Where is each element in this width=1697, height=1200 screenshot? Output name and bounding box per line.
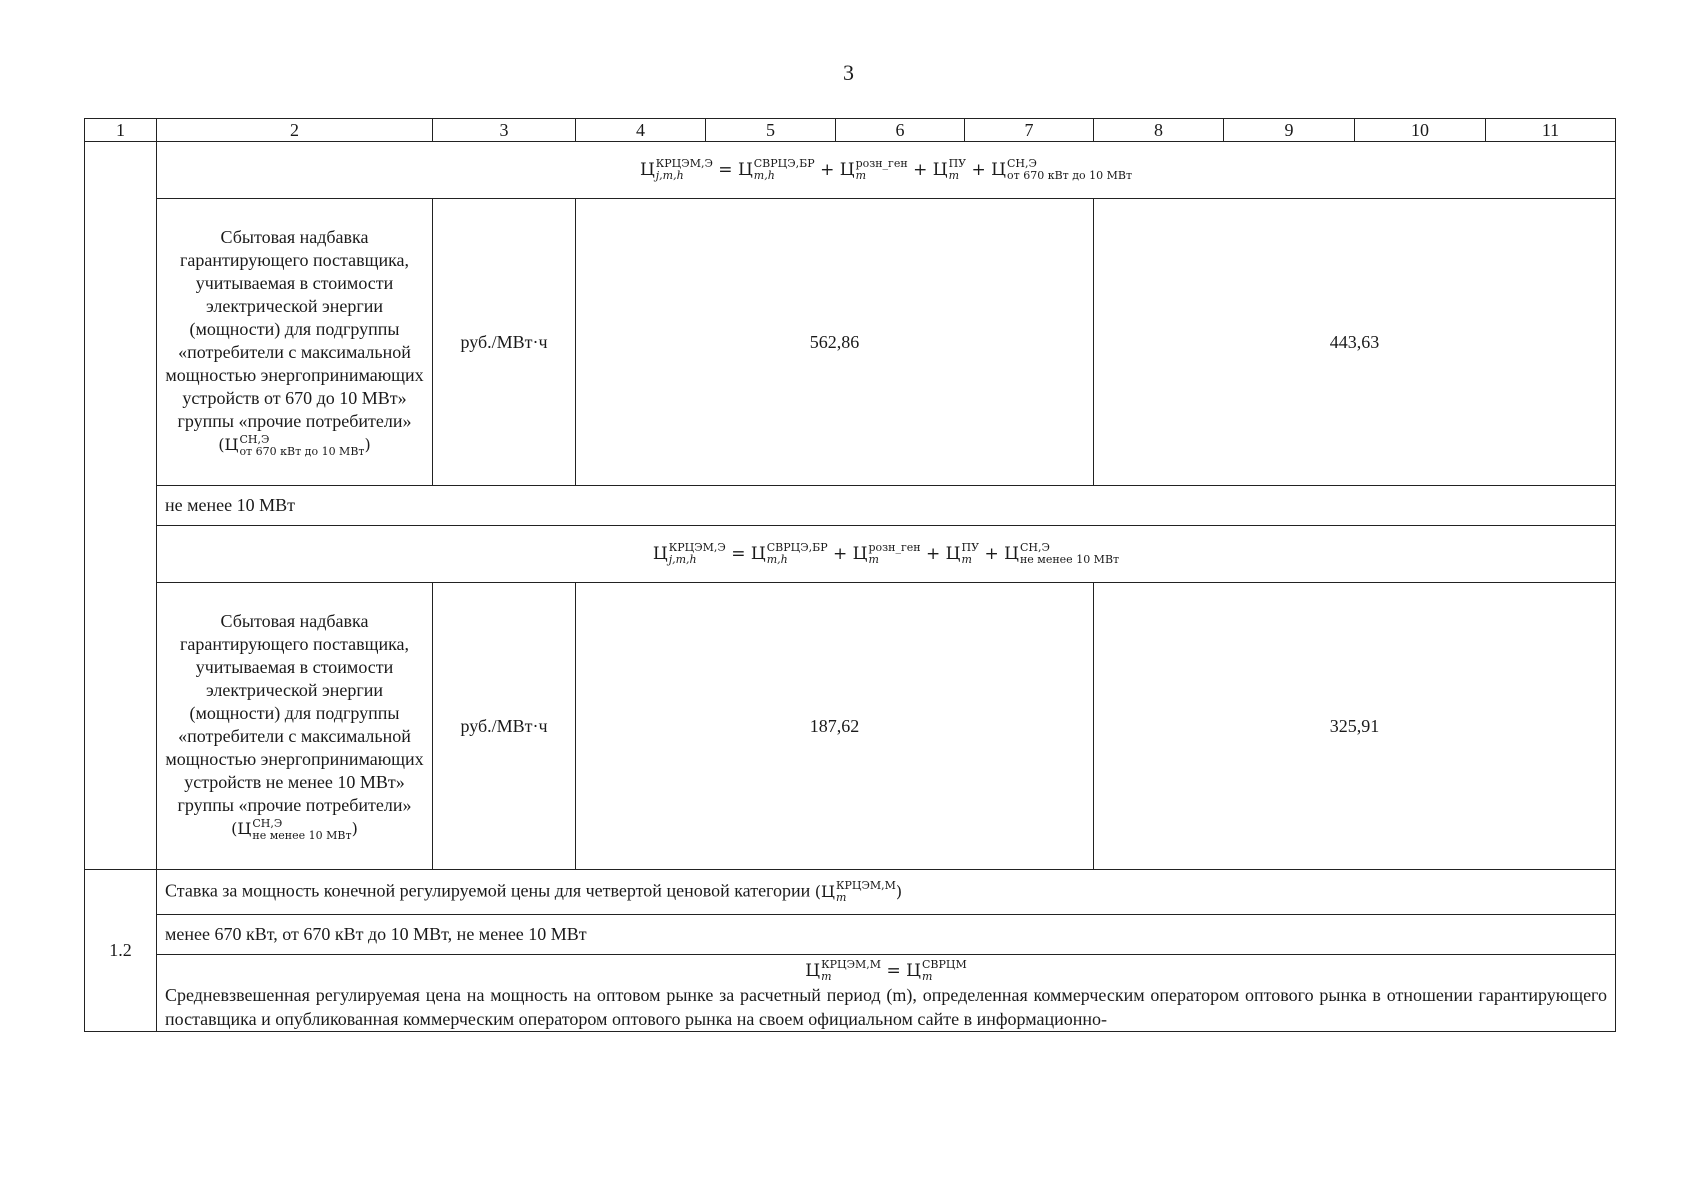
value-cell: 443,63 [1094, 199, 1616, 486]
section-title: Ставка за мощность конечной регулируемой цены для четвертой ценовой категории (Ц КРЦЭМ,М m ) [157, 870, 1616, 915]
section-title-symbol: (Ц КРЦЭМ,М m ) [814, 879, 903, 904]
surcharge-description: Сбытовая надбавка гарантирующего поставщика, учитываемая в стоимости электрической энергии (мощности) для подгруппы «потребители с максимальной мощностью энергопринимающих устройств не менее 10 МВт» группы «прочие потребители» (Ц СН,Э не менее 10 МВт ) [157, 583, 433, 870]
tariff-table [84, 118, 1616, 1032]
section-number-cell-empty [85, 142, 157, 870]
formula-row-670kw-10mw [85, 142, 1616, 199]
price-formula: Ц КРЦЭМ,М m = Ц СВРЦМ m [805, 958, 967, 983]
page-number: 3 [843, 60, 854, 85]
section-1-2-formula-row [85, 955, 1616, 1032]
column-number: 8 [1094, 119, 1224, 142]
column-number: 6 [836, 119, 965, 142]
unit-cell: руб./МВт·ч [433, 583, 576, 870]
surcharge-symbol: (Ц СН,Э не менее 10 МВт ) [231, 816, 358, 842]
column-number: 4 [576, 119, 706, 142]
price-formula: Ц КРЦЭМ,Э j,m,h = Ц СВРЦЭ,БР m,h + Ц розн_ген m + Ц ПУ m + Ц СН,Э от 670 кВт до 10 МВт [639, 157, 1133, 182]
column-number: 9 [1224, 119, 1355, 142]
column-number: 5 [706, 119, 836, 142]
power-range-heading: менее 670 кВт, от 670 кВт до 10 МВт, не менее 10 МВт [157, 915, 1616, 955]
section-number: 1.2 [85, 870, 157, 1032]
surcharge-description: Сбытовая надбавка гарантирующего поставщика, учитываемая в стоимости электрической энергии (мощности) для подгруппы «потребители с максимальной мощностью энергопринимающих устройств от 670 до 10 МВт» группы «прочие потребители» (Ц СН,Э от 670 кВт до 10 МВт ) [157, 199, 433, 486]
column-number-row [85, 119, 1616, 142]
unit-cell: руб./МВт·ч [433, 199, 576, 486]
definition-text: Средневзвешенная регулируемая цена на мощность на оптовом рынке за расчетный период (m), определенная коммерческим оператором оптового рынка в отношении гарантирующего поставщика и опубликованная коммерческим оператором оптового рынка на своем официальном сайте в информационно- [165, 985, 1607, 1029]
value-cell: 325,91 [1094, 583, 1616, 870]
formula-cell [157, 142, 1616, 199]
formula-and-text-cell [157, 955, 1616, 1032]
section-1-2-range-row [85, 915, 1616, 955]
surcharge-row-10mw [85, 583, 1616, 870]
section-1-2-title-row [85, 870, 1616, 915]
column-number: 11 [1486, 119, 1616, 142]
value-cell: 187,62 [576, 583, 1094, 870]
formula-row-10mw [85, 526, 1616, 583]
price-formula: Ц КРЦЭМ,Э j,m,h = Ц СВРЦЭ,БР m,h + Ц розн_ген m + Ц ПУ m + Ц СН,Э не менее 10 МВт [652, 541, 1120, 566]
power-range-heading: не менее 10 МВт [157, 486, 1616, 526]
subheading-row-10mw [85, 486, 1616, 526]
column-number: 2 [157, 119, 433, 142]
column-number: 3 [433, 119, 576, 142]
column-number: 10 [1355, 119, 1486, 142]
surcharge-row-670kw-10mw [85, 199, 1616, 486]
value-cell: 562,86 [576, 199, 1094, 486]
surcharge-symbol: (Ц СН,Э от 670 кВт до 10 МВт ) [218, 432, 371, 458]
formula-cell [157, 526, 1616, 583]
column-number: 7 [965, 119, 1094, 142]
column-number: 1 [85, 119, 157, 142]
